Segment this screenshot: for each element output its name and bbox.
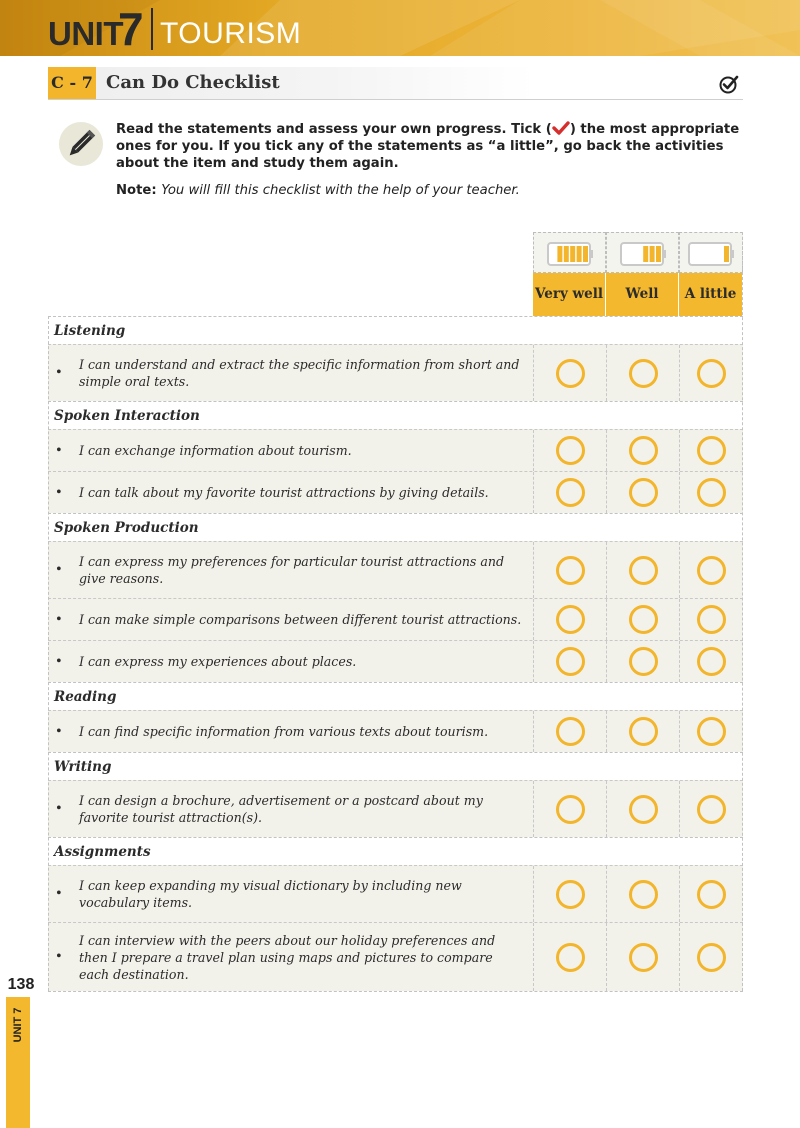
- unit-title: TOURISM: [160, 17, 302, 50]
- rating-circle-a-little[interactable]: [697, 556, 726, 585]
- section-title: Can Do Checklist: [106, 72, 280, 93]
- rating-cell: [533, 472, 606, 513]
- side-tab-label: UNIT 7: [12, 1007, 24, 1043]
- statement-text: I can keep expanding my visual dictionary by including new vocabulary items.: [79, 878, 462, 910]
- statement: [48, 345, 533, 401]
- bullet: •: [55, 365, 63, 381]
- column-label: Well: [606, 273, 678, 316]
- rating-cell: [679, 866, 743, 922]
- rating-cell: [533, 641, 606, 682]
- rating-cell: [679, 711, 743, 752]
- rating-circle-well[interactable]: [629, 717, 658, 746]
- rating-circle-well[interactable]: [629, 943, 658, 972]
- rating-circle-a-little[interactable]: [697, 359, 726, 388]
- rating-cell: [533, 542, 606, 598]
- checklist-row: [48, 640, 743, 682]
- bullet: •: [55, 949, 63, 965]
- rating-cell: [606, 430, 679, 471]
- rating-cell: [606, 923, 679, 991]
- statement: [48, 641, 533, 682]
- rating-cell: [606, 641, 679, 682]
- rating-circle-well[interactable]: [629, 478, 658, 507]
- rating-cell: [679, 599, 743, 640]
- checklist-row: [48, 780, 743, 837]
- rating-circle-well[interactable]: [629, 605, 658, 634]
- category-heading: Spoken Production: [48, 513, 743, 541]
- table-left-border: [48, 316, 49, 991]
- checklist-row: [48, 541, 743, 598]
- bullet: •: [55, 724, 63, 739]
- rating-circle-a-little[interactable]: [697, 880, 726, 909]
- rating-circle-well[interactable]: [629, 556, 658, 585]
- statement-text: I can express my preferences for particular tourist attractions and give reasons.: [79, 554, 505, 586]
- statement: [48, 542, 533, 598]
- rating-cell: [533, 866, 606, 922]
- statement: [48, 599, 533, 640]
- category-heading: Writing: [48, 752, 743, 780]
- section-code: C - 7: [48, 67, 96, 99]
- unit-number: 7: [118, 3, 144, 55]
- column-icon-cell: [679, 232, 743, 273]
- bullet: •: [55, 485, 63, 500]
- category-heading: Reading: [48, 682, 743, 710]
- category-heading: Spoken Interaction: [48, 401, 743, 429]
- rating-circle-a-little[interactable]: [697, 478, 726, 507]
- checklist-row: [48, 598, 743, 640]
- instruction-part-2: ) the most appropriate ones for you. If you tick any of the statements as “a little”, go back the activities about the item and study them again.: [116, 122, 740, 171]
- rating-circle-well[interactable]: [629, 359, 658, 388]
- rating-cell: [533, 711, 606, 752]
- statement: [48, 923, 533, 991]
- table-bottom-border: [48, 991, 743, 992]
- battery-full-icon: [547, 241, 595, 267]
- rating-circle-a-little[interactable]: [697, 436, 726, 465]
- rating-cell: [679, 430, 743, 471]
- table-right-border: [742, 232, 743, 991]
- rating-circle-very-well[interactable]: [556, 478, 585, 507]
- rating-cell: [606, 345, 679, 401]
- statement-text: I can understand and extract the specific information from short and simple oral texts.: [79, 357, 520, 389]
- battery-low-icon: [688, 241, 736, 267]
- rating-circle-a-little[interactable]: [697, 647, 726, 676]
- rating-cell: [533, 781, 606, 837]
- column-label: A little: [679, 273, 742, 316]
- bullet: •: [55, 801, 63, 817]
- rating-circle-very-well[interactable]: [556, 647, 585, 676]
- battery-medium-icon: [620, 241, 668, 267]
- statement: [48, 430, 533, 471]
- statement-text: I can express my experiences about places.: [79, 654, 357, 669]
- rating-circle-very-well[interactable]: [556, 605, 585, 634]
- rating-circle-very-well[interactable]: [556, 556, 585, 585]
- rating-cell: [679, 923, 743, 991]
- rating-cell: [606, 599, 679, 640]
- unit-label: UNIT: [48, 15, 123, 52]
- rating-circle-well[interactable]: [629, 880, 658, 909]
- rating-circle-a-little[interactable]: [697, 943, 726, 972]
- checklist-row: [48, 471, 743, 513]
- checklist-row: [48, 865, 743, 922]
- rating-circle-well[interactable]: [629, 436, 658, 465]
- rating-circle-very-well[interactable]: [556, 795, 585, 824]
- rating-cell: [679, 472, 743, 513]
- rating-circle-very-well[interactable]: [556, 880, 585, 909]
- rating-circle-a-little[interactable]: [697, 605, 726, 634]
- note-text: You will fill this checklist with the help of your teacher.: [161, 183, 520, 198]
- category-heading: Assignments: [48, 837, 743, 865]
- checklist-row: [48, 710, 743, 752]
- rating-cell: [679, 781, 743, 837]
- bullet: •: [55, 562, 63, 578]
- checklist-row: [48, 922, 743, 991]
- statement: [48, 472, 533, 513]
- category-heading: Listening: [48, 316, 743, 344]
- rating-circle-well[interactable]: [629, 647, 658, 676]
- checklist-row: [48, 344, 743, 401]
- statement-text: I can interview with the peers about our holiday preferences and then I prepare a travel plan using maps and pictures to compare each destination.: [79, 932, 496, 982]
- rating-cell: [533, 430, 606, 471]
- rating-circle-a-little[interactable]: [697, 717, 726, 746]
- rating-circle-well[interactable]: [629, 795, 658, 824]
- rating-circle-very-well[interactable]: [556, 943, 585, 972]
- rating-cell: [533, 923, 606, 991]
- rating-circle-very-well[interactable]: [556, 359, 585, 388]
- rating-cell: [606, 542, 679, 598]
- instruction-part-1: Read the statements and assess your own progress. Tick (: [116, 122, 552, 137]
- side-unit-tab: [6, 997, 30, 1128]
- rating-cell: [679, 542, 743, 598]
- rating-circle-very-well[interactable]: [556, 717, 585, 746]
- rating-cell: [606, 866, 679, 922]
- rating-cell: [606, 781, 679, 837]
- statement: [48, 781, 533, 837]
- rating-circle-a-little[interactable]: [697, 795, 726, 824]
- rating-cell: [533, 345, 606, 401]
- rating-cell: [606, 472, 679, 513]
- rating-cell: [679, 641, 743, 682]
- statement: [48, 866, 533, 922]
- rating-cell: [606, 711, 679, 752]
- statement-text: I can find specific information from various texts about tourism.: [79, 724, 489, 739]
- column-icon-cell: [606, 232, 679, 273]
- statement: [48, 711, 533, 752]
- rating-cell: [533, 599, 606, 640]
- statement-text: I can design a brochure, advertisement or a postcard about my favorite tourist attraction(s).: [79, 793, 483, 825]
- rating-circle-very-well[interactable]: [556, 436, 585, 465]
- rating-cell: [679, 345, 743, 401]
- statement-text: I can talk about my favorite tourist attractions by giving details.: [79, 485, 489, 500]
- bullet: •: [55, 654, 63, 669]
- column-label: Very well: [533, 273, 605, 316]
- page-number: 138: [7, 976, 35, 993]
- statement-text: I can exchange information about tourism.: [79, 443, 352, 458]
- statement-text: I can make simple comparisons between different tourist attractions.: [79, 612, 522, 627]
- bullet: •: [55, 886, 63, 902]
- checklist-row: [48, 429, 743, 471]
- bullet: •: [55, 443, 63, 458]
- column-icon-cell: [533, 232, 606, 273]
- note-label: Note:: [116, 183, 157, 198]
- bullet: •: [55, 612, 63, 627]
